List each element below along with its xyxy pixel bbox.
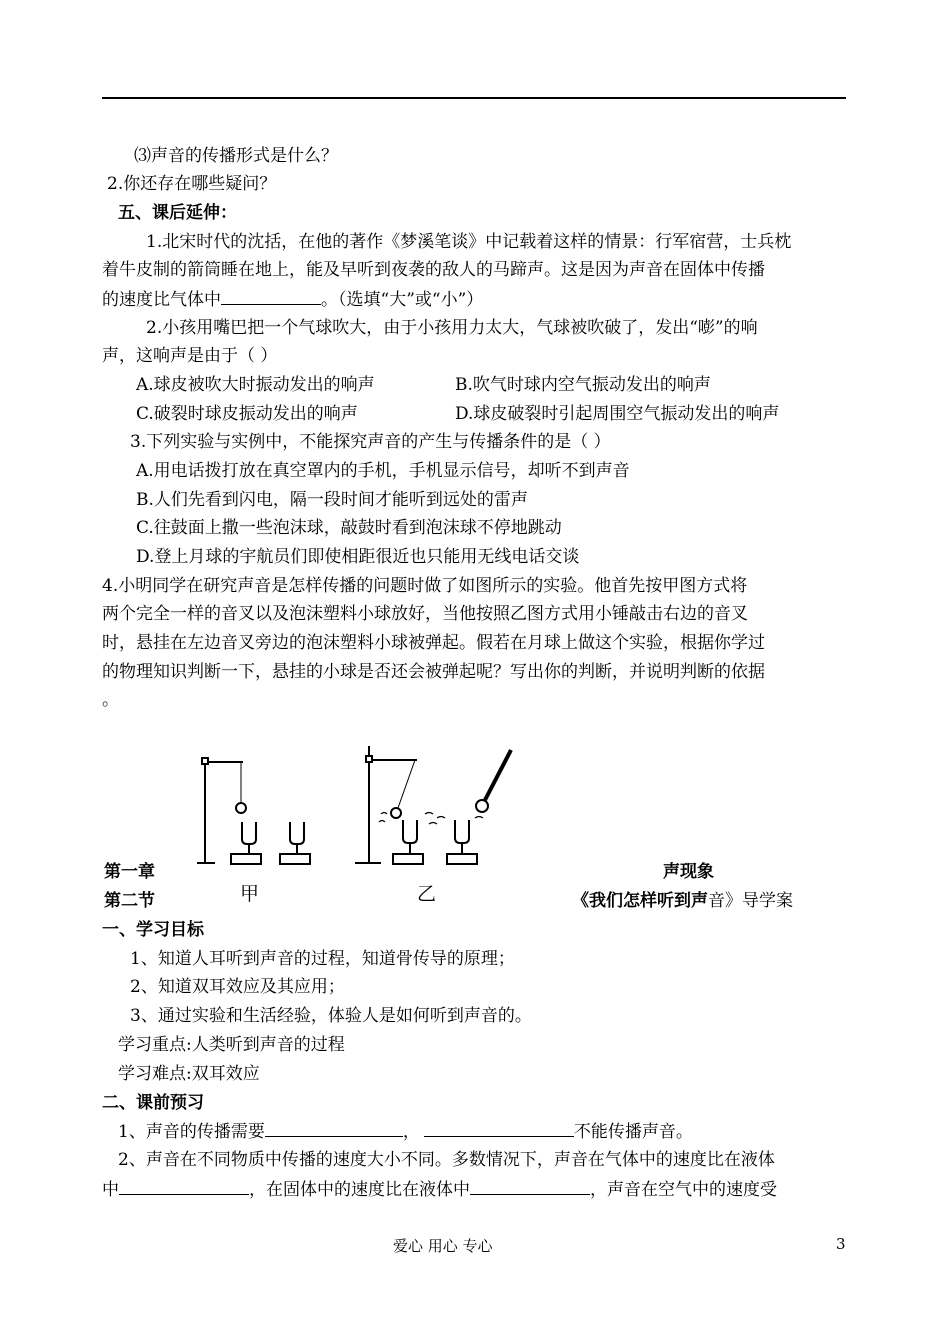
p1-line3 xyxy=(102,289,483,310)
p4-line3: 时，悬挂在左边音叉旁边的泡沫塑料小球被弹起。假若在月球上做这个实验，根据你学过 xyxy=(102,633,765,653)
goals-heading: 一、学习目标 xyxy=(102,920,204,940)
figure-label-b: 乙 xyxy=(417,883,437,905)
p4-line2: 两个完全一样的音叉以及泡沫塑料小球放好，当他按照乙图方式用小锤敲击右边的音叉 xyxy=(102,604,748,624)
p3-option-a: A.用电话拨打放在真空罩内的手机，手机显示信号，却听不到声音 xyxy=(136,461,630,481)
p2-option-b: B.吹气时球内空气振动发出的响声 xyxy=(455,375,711,395)
p3-option-c: C.往鼓面上撒一些泡沫球，敲鼓时看到泡沫球不停地跳动 xyxy=(136,518,562,538)
section-title-bold: 《我们怎样听到声 xyxy=(572,891,708,911)
p4-line4: 的物理知识判断一下，悬挂的小球是否还会被弹起呢？写出你的判断，并说明判断的依据 xyxy=(102,662,765,682)
review-q2: 2.你还存在哪些疑问？ xyxy=(107,174,277,194)
chapter-number: 第一章 xyxy=(104,862,155,882)
section-title-normal: 音》导学案 xyxy=(708,891,793,911)
preview-heading: 二、课前预习 xyxy=(102,1093,204,1113)
fork-box-a2 xyxy=(280,854,310,864)
hammer-head xyxy=(476,800,488,812)
fork-a2 xyxy=(290,822,304,844)
fork-b1 xyxy=(403,820,417,843)
foam-ball-a xyxy=(236,803,246,813)
page-number: 3 xyxy=(836,1235,846,1253)
p2-option-d: D.球皮破裂时引起周围空气振动发出的响声 xyxy=(455,404,780,424)
section-number: 第二节 xyxy=(104,891,155,911)
preview-item-2-line1: 2、声音在不同物质中传播的速度大小不同。多数情况下，声音在气体中的速度比在液体 xyxy=(118,1150,775,1170)
answer-blank[interactable] xyxy=(265,1121,403,1137)
preview-item-1 xyxy=(118,1121,693,1142)
answer-blank[interactable] xyxy=(221,289,321,305)
preview-1-text-b: ， xyxy=(402,1122,420,1142)
figure-label-a: 甲 xyxy=(240,883,260,905)
p2-option-a: A.球皮被吹大时振动发出的响声 xyxy=(136,375,375,395)
preview-2-text-b: ，在固体中的速度比在液体中 xyxy=(249,1180,470,1200)
difficult-point: 学习难点:双耳效应 xyxy=(118,1064,260,1084)
p1-line1: 1.北宋时代的沈括，在他的著作《梦溪笔谈》中记载着这样的情景：行军宿营，士兵枕 xyxy=(146,232,792,252)
preview-1-text-a: 1、声音的传播需要 xyxy=(118,1122,265,1142)
answer-blank[interactable] xyxy=(424,1121,574,1137)
thread-b xyxy=(398,760,415,808)
goal-3: 3、通过实验和生活经验，体验人是如何听到声音的。 xyxy=(130,1006,532,1026)
review-q3: ⑶声音的传播形式是什么？ xyxy=(134,146,338,166)
p4-line1: 4.小明同学在研究声音是怎样传播的问题时做了如图所示的实验。他首先按甲图方式将 xyxy=(102,576,748,596)
preview-2-text-c: ，声音在空气中的速度受 xyxy=(590,1180,777,1200)
foam-ball-b xyxy=(391,808,401,818)
p2-option-c: C.破裂时球皮振动发出的响声 xyxy=(136,404,358,424)
stand-clamp-b xyxy=(366,756,372,762)
stand-clamp-a xyxy=(202,758,208,764)
preview-1-text-c: 不能传播声音。 xyxy=(573,1122,693,1142)
preview-item-2-line2 xyxy=(102,1179,777,1200)
p3-option-b: B.人们先看到闪电，隔一段时间才能听到远处的雷声 xyxy=(136,490,528,510)
p1-line2: 着牛皮制的箭筒睡在地上，能及早听到夜袭的敌人的马蹄声。这是因为声音在固体中传播 xyxy=(102,260,765,280)
answer-blank[interactable] xyxy=(470,1179,590,1195)
p1-line3-text-b: 。（选填“大”或“小”） xyxy=(321,290,484,310)
p1-line3-text-a: 的速度比气体中 xyxy=(102,290,221,310)
p3-stem: 3.下列实验与实例中，不能探究声音的产生与传播条件的是（ ） xyxy=(130,432,611,452)
extension-heading: 五、课后延伸： xyxy=(118,203,237,223)
p2-line2: 声，这响声是由于（ ） xyxy=(102,346,278,366)
tuning-fork-figure xyxy=(185,738,525,913)
p3-option-d: D.登上月球的宇航员们即使相距很近也只能用无线电话交谈 xyxy=(136,547,580,567)
p4-line5: 。 xyxy=(102,690,119,710)
chapter-title: 声现象 xyxy=(663,862,714,882)
section-title xyxy=(572,891,793,911)
key-point: 学习重点:人类听到声音的过程 xyxy=(118,1035,345,1055)
footer-slogan: 爱心 用心 专心 xyxy=(393,1237,493,1255)
hammer-handle xyxy=(485,750,511,800)
fork-b2 xyxy=(455,820,469,843)
p2-line1: 2.小孩用嘴巴把一个气球吹大，由于小孩用力太大，气球被吹破了，发出“嘭”的响 xyxy=(146,318,758,338)
fork-box-b1 xyxy=(393,854,423,864)
preview-2-text-a: 中 xyxy=(102,1180,119,1200)
fork-a1 xyxy=(242,822,256,844)
fork-box-b2 xyxy=(447,854,477,864)
answer-blank[interactable] xyxy=(119,1179,249,1195)
goal-2: 2、知道双耳效应及其应用； xyxy=(130,977,345,997)
goal-1: 1、知道人耳听到声音的过程，知道骨传导的原理； xyxy=(130,949,515,969)
fork-box-a1 xyxy=(231,854,261,864)
header-rule xyxy=(102,97,846,99)
